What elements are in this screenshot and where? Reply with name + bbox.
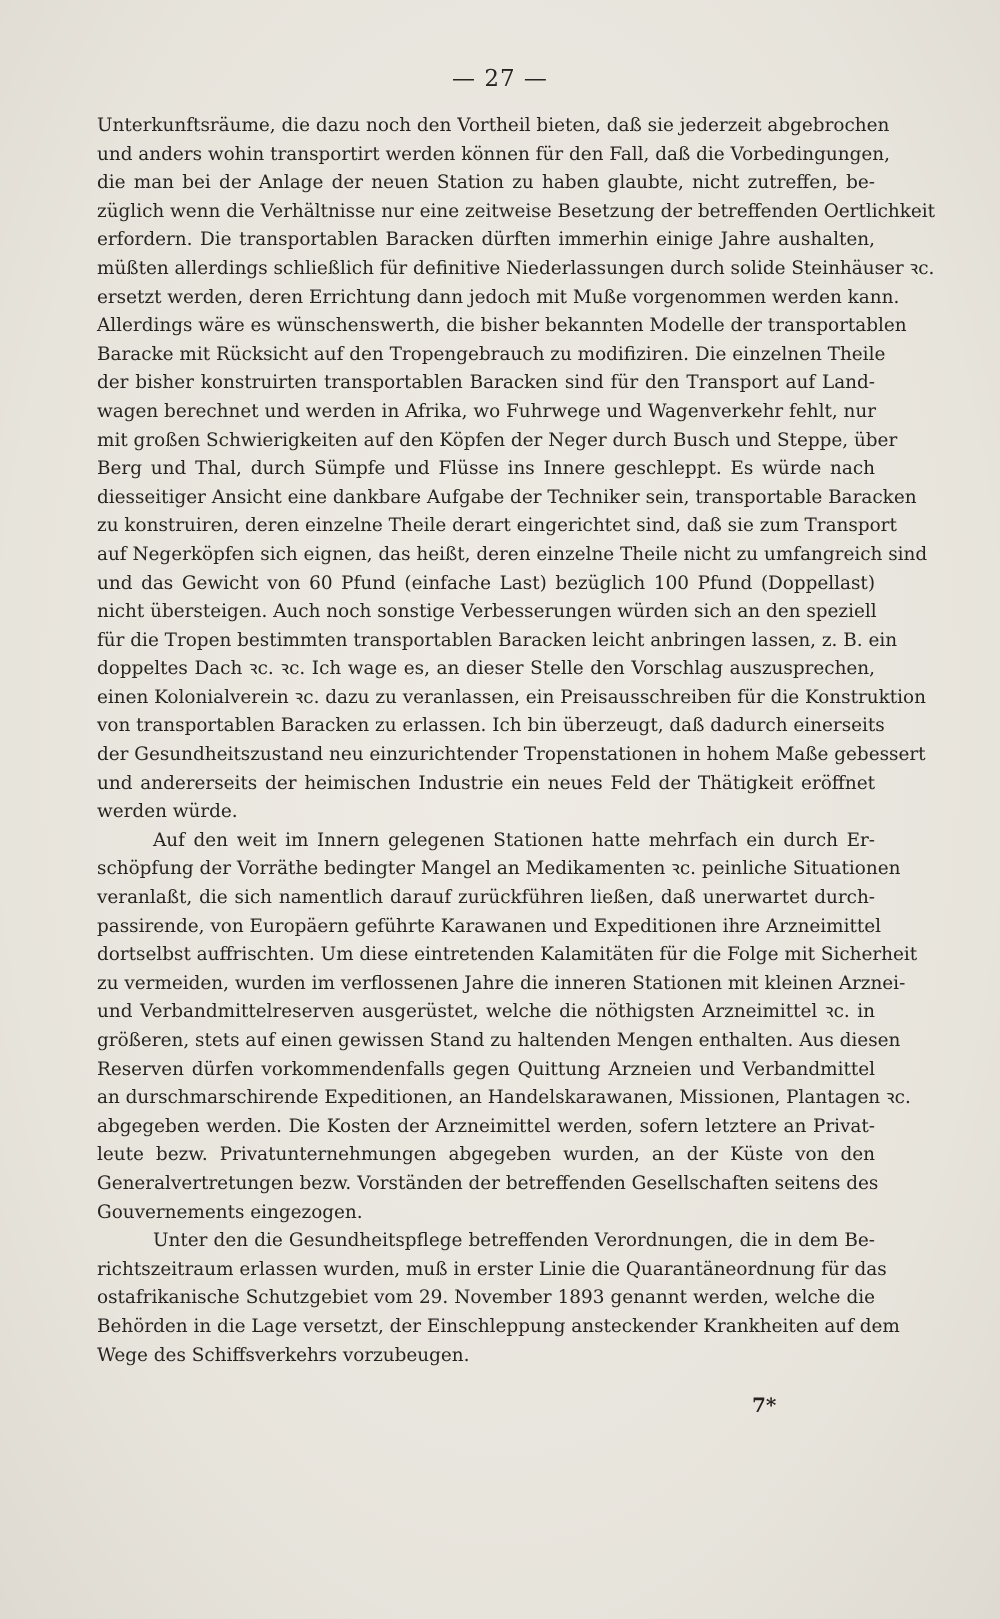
text-line: und das Gewicht von 60 Pfund (einfache Last) bezüglich 100 Pfund (Doppellast) bbox=[97, 572, 875, 594]
text-line: der Gesundheitszustand neu einzurichtender Tropenstationen in hohem Maße gebessert bbox=[97, 744, 926, 766]
text-line: einen Kolonialverein ꝛc. dazu zu veranlassen, ein Preisausschreiben für die Konstruktion bbox=[97, 686, 926, 708]
text-line: von transportablen Baracken zu erlassen. Ich bin überzeugt, daß dadurch einerseits bbox=[97, 715, 885, 737]
text-line: züglich wenn die Verhältnisse nur eine zeitweise Besetzung der betreffenden Oertlichkeit bbox=[97, 200, 936, 222]
text-line: auf Negerköpfen sich eignen, das heißt, deren einzelne Theile nicht zu umfangreich sind bbox=[97, 543, 928, 565]
text-line: und andererseits der heimischen Industrie ein neues Feld der Thätigkeit eröffnet bbox=[97, 772, 875, 794]
text-line: an durschmarschirende Expeditionen, an Handelskarawanen, Missionen, Plantagen ꝛc. bbox=[97, 1087, 911, 1109]
text-line: richtszeitraum erlassen wurden, muß in erster Linie die Quarantäneordnung für das bbox=[97, 1258, 887, 1280]
text-line: Gouvernements eingezogen. bbox=[97, 1201, 363, 1223]
text-line: Allerdings wäre es wünschenswerth, die bisher bekannten Modelle der transportablen bbox=[97, 315, 907, 337]
paragraph bbox=[97, 112, 936, 827]
text-line: Baracke mit Rücksicht auf den Tropengebrauch zu modifiziren. Die einzelnen Theile bbox=[97, 343, 886, 365]
text-line: Wege des Schiffsverkehrs vorzubeugen. bbox=[97, 1344, 470, 1366]
text-line: wagen berechnet und werden in Afrika, wo Fuhrwege und Wagenverkehr fehlt, nur bbox=[97, 400, 877, 422]
text-line: und anders wohin transportirt werden können für den Fall, daß die Vorbedingungen, bbox=[97, 143, 890, 165]
text-line: leute bezw. Privatunternehmungen abgegeben wurden, an der Küste von den bbox=[97, 1144, 875, 1166]
text-line: Behörden in die Lage versetzt, der Einschleppung ansteckender Krankheiten auf dem bbox=[97, 1315, 900, 1337]
text-line: passirende, von Europäern geführte Karawanen und Expeditionen ihre Arzneimittel bbox=[97, 915, 882, 937]
text-line: Unter den die Gesundheitspflege betreffenden Verordnungen, die in dem Be- bbox=[153, 1230, 875, 1252]
text-line: erfordern. Die transportablen Baracken dürften immerhin einige Jahre aushalten, bbox=[97, 229, 875, 251]
signature-mark: 7* bbox=[752, 1393, 777, 1417]
text-line: Unterkunftsräume, die dazu noch den Vortheil bieten, daß sie jederzeit abgebrochen bbox=[97, 115, 890, 136]
text-line: die man bei der Anlage der neuen Station zu haben glaubte, nicht zutreffen, be- bbox=[97, 172, 875, 194]
paragraph bbox=[97, 827, 918, 1227]
text-line: veranlaßt, die sich namentlich darauf zurückführen ließen, daß unerwartet durch- bbox=[97, 887, 875, 909]
paragraph bbox=[97, 1227, 900, 1370]
text-line: schöpfung der Vorräthe bedingter Mangel an Medikamenten ꝛc. peinliche Situationen bbox=[97, 858, 901, 880]
text-line: der bisher konstruirten transportablen Baracken sind für den Transport auf Land- bbox=[97, 372, 875, 394]
text-line: nicht übersteigen. Auch noch sonstige Verbesserungen würden sich an den speziell bbox=[97, 601, 877, 623]
text-line: ostafrikanische Schutzgebiet vom 29. November 1893 genannt werden, welche die bbox=[97, 1287, 875, 1309]
text-line: und Verbandmittelreserven ausgerüstet, welche die nöthigsten Arzneimittel ꝛc. in bbox=[97, 1001, 875, 1023]
text-line: werden würde. bbox=[97, 801, 238, 823]
page-number: — 27 — bbox=[452, 66, 548, 92]
text-line: doppeltes Dach ꝛc. ꝛc. Ich wage es, an dieser Stelle den Vorschlag auszusprechen, bbox=[97, 658, 875, 680]
text-line: Reserven dürfen vorkommendenfalls gegen Quittung Arzneien und Verbandmittel bbox=[97, 1058, 875, 1080]
text-line: zu vermeiden, wurden im verflossenen Jahre die inneren Stationen mit kleinen Arznei- bbox=[97, 972, 906, 994]
text-line: größeren, stets auf einen gewissen Stand zu haltenden Mengen enthalten. Aus diesen bbox=[97, 1030, 901, 1051]
text-line: Generalvertretungen bezw. Vorständen der betreffenden Gesellschaften seitens des bbox=[97, 1172, 879, 1194]
text-line: ersetzt werden, deren Errichtung dann jedoch mit Muße vorgenommen werden kann. bbox=[97, 286, 900, 308]
text-line: müßten allerdings schließlich für definitive Niederlassungen durch solide Steinhäuser ꝛc. bbox=[97, 257, 935, 279]
text-line: für die Tropen bestimmten transportablen Baracken leicht anbringen lassen, z. B. ein bbox=[97, 629, 898, 651]
text-line: Berg und Thal, durch Sümpfe und Flüsse ins Innere geschleppt. Es würde nach bbox=[97, 458, 875, 480]
text-line: mit großen Schwierigkeiten auf den Köpfen der Neger durch Busch und Steppe, über bbox=[97, 429, 898, 451]
body-text bbox=[97, 112, 936, 1370]
text-line: diesseitiger Ansicht eine dankbare Aufgabe der Techniker sein, transportable Baracken bbox=[97, 486, 917, 508]
text-line: dortselbst auffrischten. Um diese eintretenden Kalamitäten für die Folge mit Sicherheit bbox=[97, 944, 918, 966]
text-line: abgegeben werden. Die Kosten der Arzneimittel werden, sofern letztere an Privat- bbox=[97, 1115, 875, 1137]
text-line: Auf den weit im Innern gelegenen Stationen hatte mehrfach ein durch Er- bbox=[153, 829, 875, 851]
text-line: zu konstruiren, deren einzelne Theile derart eingerichtet sind, daß sie zum Transport bbox=[97, 515, 897, 537]
